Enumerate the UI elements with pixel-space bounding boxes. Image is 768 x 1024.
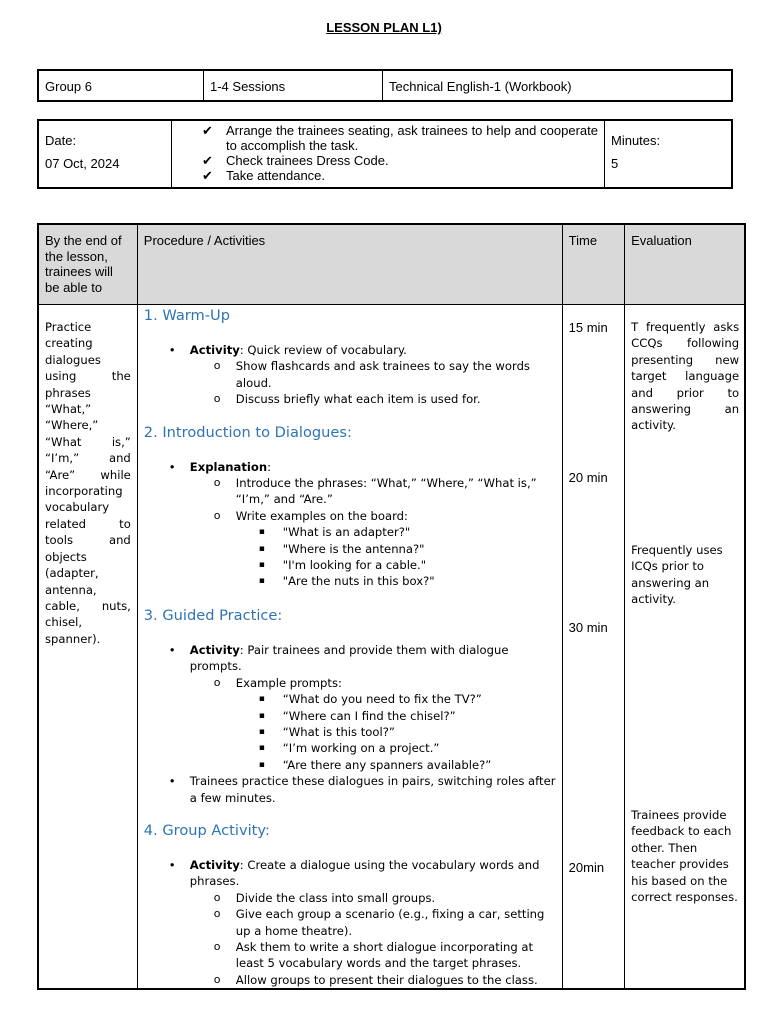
item-text: "Are the nuts in this box?" — [282, 574, 435, 589]
evaluation-header: Evaluation — [625, 224, 745, 305]
list-item — [144, 724, 556, 740]
bullet-icon: ▪ — [258, 560, 265, 571]
time-intro: 20 min — [568, 470, 608, 485]
list-item — [144, 524, 556, 540]
bullet-icon: • — [168, 343, 176, 357]
item-text: “Where can I find the chisel?” — [282, 708, 456, 723]
bullet-icon: o — [213, 939, 221, 953]
group-cell: Group 6 — [38, 70, 204, 101]
item-text: “Are there any spanners available?” — [282, 757, 492, 772]
bullet-icon: o — [213, 476, 221, 490]
item-text: “I’m working on a project.” — [282, 741, 440, 756]
evaluation-text: Trainees provide feedback to each other. Then teacher provides his based on the correct responses. — [631, 808, 738, 905]
date-label: Date: — [45, 133, 77, 148]
procedure-cell — [137, 305, 562, 990]
list-item — [144, 358, 556, 391]
preparation-table — [37, 119, 733, 189]
bullet-icon: ▪ — [258, 759, 265, 770]
bullet-icon: • — [168, 774, 176, 789]
bullet-icon: ▪ — [258, 710, 265, 721]
list-item — [144, 757, 556, 773]
item-text: “What is this tool?” — [282, 724, 395, 739]
evaluation-text: Frequently uses ICQs prior to answering an activity. — [631, 543, 723, 607]
label-suffix: : — [267, 459, 272, 474]
bullet-icon: o — [213, 972, 221, 986]
bullet-icon: ▪ — [258, 743, 265, 754]
item-text: Divide the class into small groups. — [235, 890, 436, 905]
item-text: Ask them to write a short dialogue incorporating at least 5 vocabulary words and the target phrases. — [235, 939, 534, 971]
objectives-header: By the end of the lesson, trainees will be able to — [38, 224, 137, 305]
checklist-text: Arrange the trainees seating, ask trainees to help and cooperate to accomplish the task. — [226, 123, 598, 153]
sessions-cell: 1-4 Sessions — [204, 70, 383, 101]
section-heading-warmup: 1. Warm-Up — [143, 307, 230, 324]
time-warmup: 15 min — [568, 320, 608, 335]
list-item — [144, 972, 556, 988]
item-text: Write examples on the board: — [235, 508, 408, 523]
list-item — [144, 573, 556, 589]
checklist-text: Check trainees Dress Code. — [226, 153, 389, 168]
list-item — [144, 773, 556, 806]
list-item — [144, 642, 556, 675]
list-item — [144, 890, 556, 906]
checklist-item — [202, 153, 598, 168]
item-text: Example prompts: — [235, 675, 342, 690]
minutes-value: 5 — [611, 156, 619, 171]
checklist-cell — [172, 120, 605, 188]
page-title: LESSON PLAN L1) — [326, 20, 442, 35]
bullet-icon: o — [213, 675, 221, 689]
item-text: "Where is the antenna?" — [282, 541, 425, 556]
bullet-icon: ▪ — [258, 726, 265, 737]
list-item — [144, 391, 556, 407]
checklist-item — [202, 123, 598, 153]
checklist-item — [202, 168, 598, 183]
explanation-label: Explanation — [189, 459, 268, 474]
item-text: Trainees practice these dialogues in pairs, switching roles after a few minutes. — [189, 774, 556, 805]
activity-text: : Quick review of vocabulary. — [239, 343, 407, 357]
bullet-icon: o — [213, 508, 221, 522]
activity-text: : Pair trainees and provide them with dialogue prompts. — [189, 642, 509, 674]
list-item — [144, 342, 556, 358]
list-item — [144, 675, 556, 691]
item-text: Show flashcards and ask trainees to say the words aloud. — [235, 359, 530, 390]
list-item — [144, 939, 556, 972]
check-icon: ✔ — [202, 123, 213, 138]
bullet-icon: o — [213, 359, 221, 373]
bullet-icon: ▪ — [258, 576, 265, 587]
objective-cell: Practice creating dialogues using the phrases “What,” “Where,” “What is,” “I’m,” and “Are” while incorporating vocabulary related to tools and objects (adapter, antenna, cable, nuts, chisel, spanner). — [38, 305, 137, 990]
activity-label: Activity — [189, 343, 240, 357]
list-item — [144, 740, 556, 756]
bullet-icon: ▪ — [258, 694, 265, 705]
item-text: “What do you need to fix the TV?” — [282, 692, 482, 707]
time-guided: 30 min — [568, 620, 608, 635]
item-text: "I'm looking for a cable." — [282, 558, 427, 573]
info-table — [37, 69, 733, 102]
bullet-icon: o — [213, 907, 221, 921]
section-heading-intro: 2. Introduction to Dialogues: — [143, 423, 352, 441]
bullet-icon: ▪ — [258, 543, 265, 554]
item-text: "What is an adapter?" — [282, 525, 411, 540]
procedure-header: Procedure / Activities — [137, 224, 562, 305]
list-item — [144, 557, 556, 573]
item-text: Introduce the phrases: “What,” “Where,” “What is,” “I’m,” and “Are.” — [235, 476, 537, 507]
intro-list — [144, 459, 556, 590]
list-item — [144, 475, 556, 508]
minutes-cell — [605, 120, 733, 188]
date-cell — [38, 120, 172, 188]
list-item — [144, 541, 556, 557]
list-item — [144, 508, 556, 524]
item-text: Discuss briefly what each item is used for. — [235, 392, 481, 407]
bullet-icon: o — [213, 890, 221, 904]
list-item — [144, 906, 556, 939]
list-item — [144, 708, 556, 724]
bullet-icon: o — [213, 392, 221, 406]
time-cell — [562, 305, 624, 990]
list-item — [144, 857, 556, 890]
list-item — [144, 691, 556, 707]
bullet-icon: • — [168, 642, 176, 657]
lesson-table — [37, 223, 746, 990]
item-text: Allow groups to present their dialogues to the class. — [235, 972, 538, 987]
evaluation-text: T frequently asks CCQs following presenting new target language and prior to answering an activity. — [631, 320, 740, 433]
time-group: 20min — [568, 860, 605, 875]
check-icon: ✔ — [202, 168, 213, 183]
item-text: Give each group a scenario (e.g., fixing a car, setting up a home theatre). — [235, 907, 545, 938]
list-item — [144, 459, 556, 475]
bullet-icon: • — [168, 857, 176, 872]
course-cell: Technical English-1 (Workbook) — [383, 70, 733, 101]
bullet-icon: • — [168, 459, 176, 474]
checklist-text: Take attendance. — [226, 168, 326, 183]
section-heading-guided: 3. Guided Practice: — [143, 606, 283, 624]
date-value: 07 Oct, 2024 — [45, 156, 120, 171]
check-icon: ✔ — [202, 153, 213, 168]
guided-list — [144, 642, 556, 806]
section-heading-group: 4. Group Activity: — [143, 821, 270, 839]
evaluation-cell — [625, 305, 745, 990]
warmup-list — [144, 342, 556, 408]
bullet-icon: ▪ — [258, 527, 265, 538]
group-list — [144, 857, 556, 988]
minutes-label: Minutes: — [611, 133, 661, 148]
time-header: Time — [562, 224, 624, 305]
activity-text: : Create a dialogue using the vocabulary words and phrases. — [189, 857, 540, 889]
activity-label: Activity — [189, 857, 240, 872]
activity-label: Activity — [189, 642, 240, 657]
